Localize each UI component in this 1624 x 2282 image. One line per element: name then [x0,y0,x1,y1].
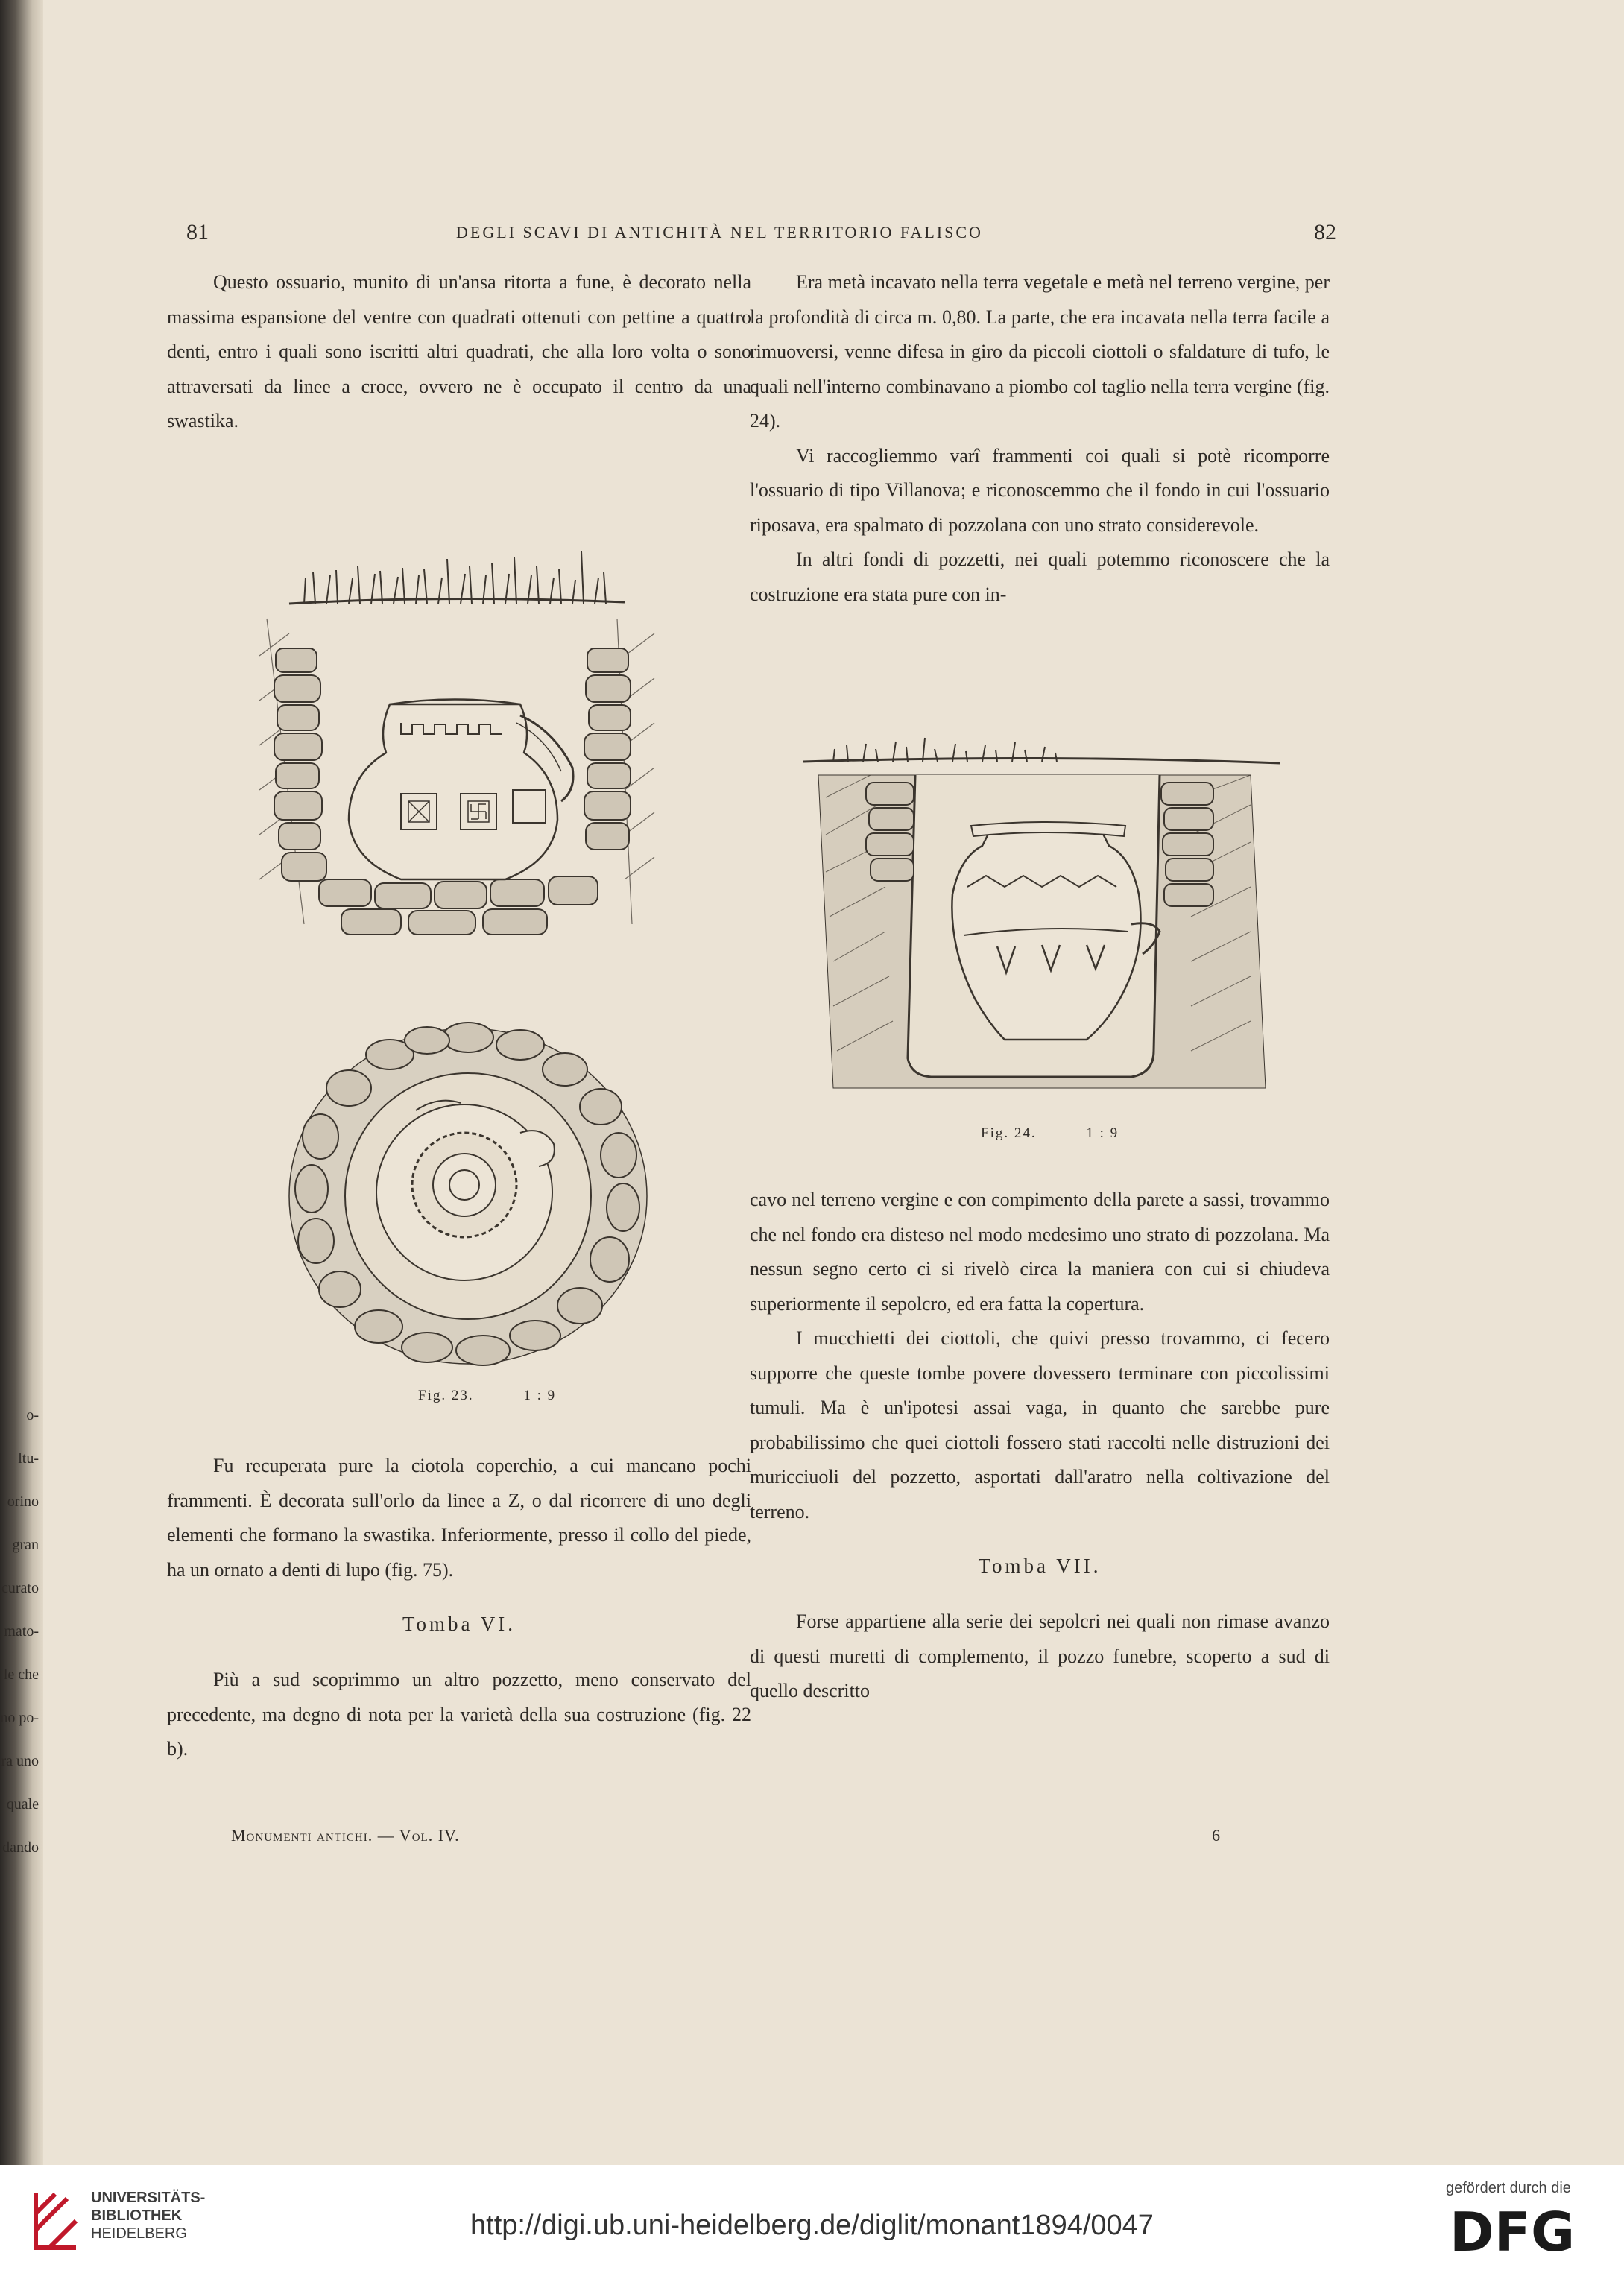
figure-24-section-illustration [803,708,1280,1096]
journal-footer: Monumenti antichi. — Vol. IV. [231,1826,460,1845]
margin-fragment: curato [1,1580,39,1596]
right-column-top [750,265,1330,612]
margin-fragment: le che [3,1666,39,1683]
page-number-right: 82 [1314,220,1336,244]
figure-23-scale: 1 : 9 [523,1388,557,1403]
left-column-top [167,265,751,439]
paragraph: In altri fondi di pozzetti, nei quali potemmo riconoscere che la costruzione era stata pure con in- [750,549,1330,605]
dfg-logo-text: DFG [1450,2206,1576,2258]
margin-fragment: orino [7,1494,39,1510]
margin-fragment: quale [6,1796,39,1812]
uni-name-line: UNIVERSITÄTS- [91,2190,206,2206]
paragraph: Vi raccogliemmo varî frammenti coi quali si potè ricomporre l'ossuario di tipo Villanova; e riconoscemmo che il fondo in cui l'ossuario riposava, era spalmato di pozzolana con uno strato considerevole. [750,444,1330,536]
figure-23-section-illustration [259,507,699,946]
margin-fragment: ltu- [18,1450,39,1467]
paragraph: Forse appartiene alla serie dei sepolcri nei quali non rimase avanzo di questi muretti di complemento, il pozzo funebre, scoperto a sud di quello descritto [750,1611,1330,1701]
sheet-number: 6 [1212,1826,1220,1845]
figure-23-label: Fig. 23. [418,1388,474,1403]
running-header [43,220,1624,257]
grass-strokes [304,551,606,604]
margin-fragment: dando [2,1839,39,1856]
figure-24-label: Fig. 24. [981,1125,1037,1141]
margin-fragment: o- [26,1407,39,1423]
running-title: DEGLI SCAVI DI ANTICHITÀ NEL TERRITORIO FALISCO [456,223,983,241]
uni-name-line: HEIDELBERG [91,2225,187,2242]
figure-24-scale: 1 : 9 [1086,1125,1119,1141]
section-heading-tomba-vii: Tomba VII. [978,1555,1102,1577]
facing-page-margin-text [0,1394,39,1869]
paragraph: Era metà incavato nella terra vegetale e metà nel terreno vergine, per la profondità di circa m. 0,80. La parte, che era incavata nella terra facile a rimuoversi, venne difesa in giro da piccoli ciottoli o sfaldature di tufo, le quali nell'interno combinavano a piombo col taglio nella terra vergine (fig. 24). [750,271,1330,432]
left-column-bottom [167,1449,751,1767]
margin-fragment: no po- [0,1710,39,1726]
page-number-left: 81 [186,220,209,244]
dfg-logo-icon [1450,2206,1606,2258]
right-column-bottom [750,1183,1330,1709]
margin-fragment: gran [12,1537,39,1553]
book-page [43,0,1624,2165]
section-heading-tomba-vi: Tomba VI. [402,1613,516,1635]
sponsor-label: gefördert durch die [1446,2180,1571,2196]
paragraph: Questo ossuario, munito di un'ansa ritorta a fune, è decorato nella massima espansione del ventre con quadrati ottenuti con pettine a quattro denti, entro i quali sono iscritti altri quadrati, che alla loro volta o sono attraversati da linee a croce, ovvero ne è occupato il centro da una swastika. [167,271,751,432]
figure-23-caption [418,1388,556,1404]
source-url-link[interactable]: http://digi.ub.uni-heidelberg.de/diglit/monant1894/0047 [470,2210,1154,2241]
paragraph: Fu recuperata pure la ciotola coperchio, a cui mancano pochi frammenti. È decorata sull'orlo da linee a Z, o dal ricorrere di uno degli elementi che formano la swastika. Inferiormente, presso il collo del piede, ha un ornato a denti di lupo (fig. 75). [167,1455,751,1581]
margin-fragment: ra uno [1,1753,39,1769]
figure-23-plan-illustration [274,1014,662,1379]
paragraph: I mucchietti dei ciottoli, che quivi presso trovammo, ci fecero supporre che queste tombe povere dovessero terminare con piccolissimi tumuli. Ma è un'ipotesi assai vaga, in quanto che sarebbe pure probabilissimo che quei ciottoli fossero stati raccolti nelle distruzioni dei muricciuoli del pozzetto, asportati dall'aratro nella coltivazione del terreno. [750,1327,1330,1523]
paragraph: Più a sud scoprimmo un altro pozzetto, meno conservato del precedente, ma degno di nota per la varietà della sua costruzione (fig. 22 b). [167,1669,751,1760]
uni-name-line: BIBLIOTHEK [91,2207,183,2224]
figure-24-caption [981,1125,1119,1142]
margin-fragment: mato- [4,1623,39,1640]
paragraph: cavo nel terreno vergine e con compimento della parete a sassi, trovammo che nel fondo era disteso nel modo medesimo uno strato di pozzolana. Ma nessun segno certo ci si rivelò circa la maniera con cui si chiudeva superiormente il sepolcro, ed era fatta la copertura. [750,1189,1330,1315]
